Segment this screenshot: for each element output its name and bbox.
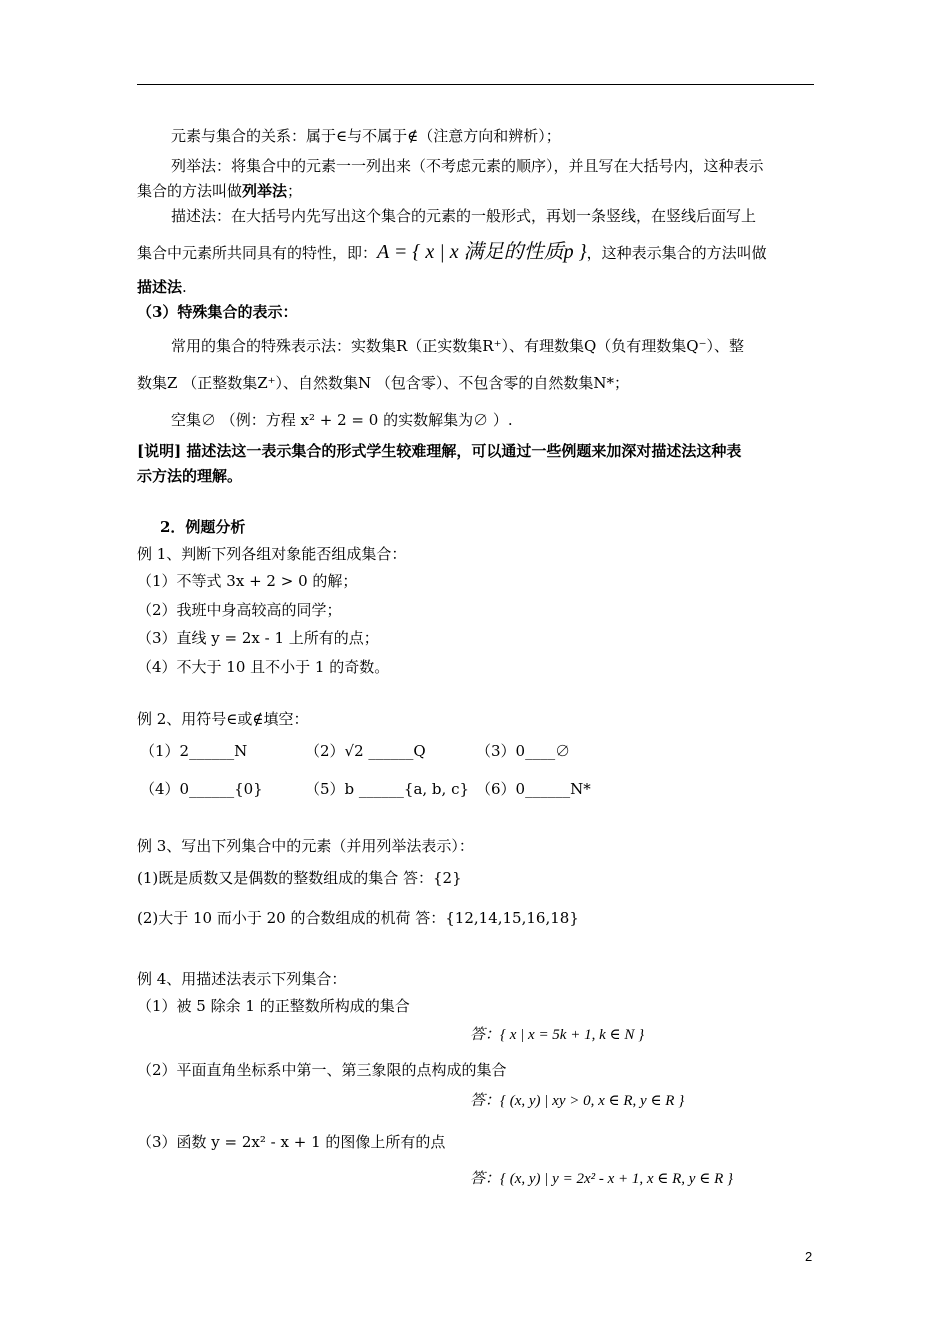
text-span: 集合中元素所共同具有的特性，即：: [137, 244, 378, 262]
answer-formula: 答：{ x | x = 5k + 1, k ∈ N }: [470, 1027, 645, 1043]
text-line: [137, 277, 187, 297]
fill-blank-item: （5）b ______{a, b, c}: [305, 780, 470, 798]
example-title: 例 1、判断下列各组对象能否组成集合：: [137, 545, 407, 563]
text-line: （3）函数 y = 2x² - x + 1 的图像上所有的点: [137, 1133, 446, 1151]
fill-blank-item: （2）√2 ______Q: [305, 742, 426, 760]
fill-blank-item: （4）0______{0}: [140, 780, 263, 798]
section-heading: 2．例题分析: [160, 518, 246, 536]
example-title: 例 4、用描述法表示下列集合：: [137, 970, 347, 988]
example-title: 例 2、用符号∈或∉填空：: [137, 710, 309, 728]
text-line: （1）被 5 除余 1 的正整数所构成的集合: [137, 997, 410, 1015]
fill-blank-item: （3）0____∅: [476, 742, 571, 760]
text-line: （2）平面直角坐标系中第一、第三象限的点构成的集合: [137, 1061, 507, 1079]
note-line: [说明] 描述法这一表示集合的形式学生较难理解，可以通过一些例题来加深对描述法这种表: [137, 442, 742, 460]
fill-blank-item: （6）0______N*: [476, 780, 591, 798]
text-line: （4）不大于 10 且不小于 1 的奇数。: [137, 658, 390, 676]
answer-formula: 答：{ (x, y) | xy > 0, x ∈ R, y ∈ R }: [470, 1093, 685, 1109]
text-line: 常用的集合的特殊表示法：实数集R（正实数集R⁺）、有理数集Q（负有理数集Q⁻）、整: [171, 337, 745, 355]
example-title: 例 3、写出下列集合中的元素（并用列举法表示）：: [137, 837, 474, 855]
set-builder-formula: A = { x | x 满足的性质p }: [377, 241, 587, 263]
text-span: 集合的方法叫做: [137, 182, 243, 200]
answer-formula: 答：{ (x, y) | y = 2x² - x + 1, x ∈ R, y ∈ R }: [470, 1171, 733, 1187]
bold-term: 描述法: [137, 278, 183, 296]
text-line: （3）直线 y = 2x - 1 上所有的点；: [137, 629, 379, 647]
text-span: ；: [287, 182, 303, 200]
text-span: .: [182, 278, 187, 296]
text-line: [137, 239, 767, 266]
bold-term: 列举法: [242, 182, 288, 200]
text-span: ，这种表示集合的方法叫做: [586, 244, 767, 262]
fill-blank-item: （1）2______N: [140, 742, 248, 760]
text-line: (1)既是质数又是偶数的整数组成的集合 答：{2}: [137, 869, 462, 887]
text-line: （1）不等式 3x + 2 > 0 的解；: [137, 572, 358, 590]
text-line: 数集Z （正整数集Z⁺）、自然数集N （包含零）、不包含零的自然数集N*；: [137, 374, 630, 392]
header-rule: [137, 84, 814, 85]
text-line: (2)大于 10 而小于 20 的合数组成的机荷 答：{12,14,15,16,18}: [137, 909, 579, 927]
section-heading: （3）特殊集合的表示：: [137, 303, 298, 321]
text-line: 空集∅ （例：方程 x² + 2 = 0 的实数解集为∅ ）.: [171, 411, 513, 429]
page-number: 2: [805, 1249, 813, 1264]
text-line: （2）我班中身高较高的同学；: [137, 601, 342, 619]
text-line: 描述法：在大括号内先写出这个集合的元素的一般形式，再划一条竖线，在竖线后面写上: [171, 207, 757, 225]
text-line: 列举法：将集合中的元素一一列出来（不考虑元素的顺序），并且写在大括号内，这种表示: [171, 157, 764, 175]
note-line: 示方法的理解。: [137, 467, 243, 485]
text-line: 元素与集合的关系：属于∈与不属于∉（注意方向和辨析）；: [171, 127, 561, 145]
text-line: [137, 181, 302, 201]
